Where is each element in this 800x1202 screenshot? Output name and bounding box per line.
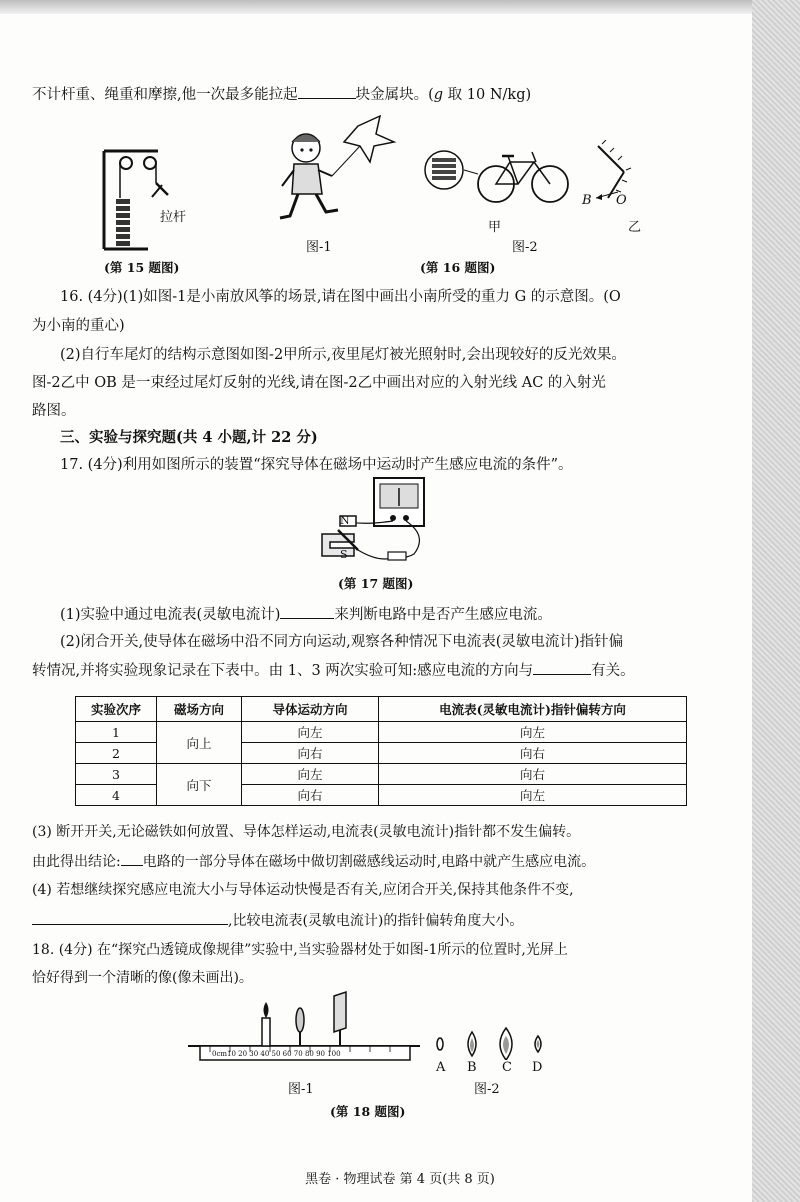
q17-magnet-s: S bbox=[340, 548, 348, 561]
table-cell: 向上 bbox=[157, 722, 242, 764]
q17-part1-blank bbox=[280, 604, 334, 619]
q16-jia-label: 甲 bbox=[488, 220, 502, 235]
q16-line-4: 图-2乙中 OB 是一束经过尾灯反射的光线,请在图-2乙中画出对应的入射光线 AC 的入射光 bbox=[32, 375, 606, 391]
section3-title: 三、实验与探究题(共 4 小题,计 22 分) bbox=[60, 429, 318, 446]
q17-part4-line1: (4) 若想继续探究感应电流大小与导体运动快慢是否有关,应闭合开关,保持其他条件不变, bbox=[32, 882, 574, 898]
q18-fig1-label: 图-1 bbox=[288, 1082, 314, 1097]
q16-fig1-label: 图-1 bbox=[306, 240, 332, 255]
q16-line-5: 路图。 bbox=[32, 403, 76, 419]
table-header-row bbox=[76, 697, 687, 722]
table-cell: 向左 bbox=[379, 722, 687, 743]
option-b-image bbox=[468, 1032, 476, 1056]
q18-image-options-figure bbox=[430, 1026, 560, 1060]
scan-top-edge bbox=[0, 0, 752, 14]
q15-text-line: 不计杆重、绳重和摩擦,他一次最多能拉起 块金属块。(g 取 10 N/kg) bbox=[32, 84, 531, 105]
table-cell: 向右 bbox=[242, 743, 379, 764]
q18-line-2: 恰好得到一个清晰的像(像未画出)。 bbox=[32, 970, 253, 986]
table-cell: 向左 bbox=[242, 764, 379, 785]
q15-answer-blank bbox=[298, 84, 356, 99]
table-header-cell: 电流表(灵敏电流计)指针偏转方向 bbox=[379, 697, 687, 722]
q16-line-2: 为小南的重心) bbox=[32, 318, 125, 334]
q16-point-b: B bbox=[582, 193, 592, 208]
q17-intro: 17. (4分)利用如图所示的装置“探究导体在磁场中运动时产生感应电流的条件”。 bbox=[60, 457, 573, 473]
q17-part1: (1)实验中通过电流表(灵敏电流计) 来判断电路中是否产生感应电流。 bbox=[60, 604, 552, 625]
q17-part3-blank bbox=[121, 851, 143, 866]
option-c-image bbox=[500, 1028, 512, 1060]
table-cell: 向右 bbox=[242, 785, 379, 806]
q16-line-3: (2)自行车尾灯的结构示意图如图-2甲所示,夜里尾灯被光照射时,会出现较好的反光效果。 bbox=[60, 347, 626, 363]
q17-magnet-n: N bbox=[340, 514, 350, 527]
table-row bbox=[76, 764, 687, 785]
q16-bicycle-figure bbox=[424, 140, 574, 216]
table-cell: 向右 bbox=[379, 764, 687, 785]
q16-point-o: O bbox=[616, 193, 627, 208]
table-row bbox=[76, 722, 687, 743]
table-header-cell: 导体运动方向 bbox=[242, 697, 379, 722]
table-cell: 3 bbox=[76, 764, 157, 785]
table-cell: 向右 bbox=[379, 743, 687, 764]
q16-fig2-label: 图-2 bbox=[512, 240, 538, 255]
q18-line-1: 18. (4分) 在“探究凸透镜成像规律”实验中,当实验器材处于如图-1所示的位置时,光屏上 bbox=[32, 942, 568, 958]
q18-option-b: B bbox=[467, 1060, 477, 1075]
q17-part2-line1: (2)闭合开关,使导体在磁场中沿不同方向运动,观察各种情况下电流表(灵敏电流计)指针偏 bbox=[60, 634, 624, 650]
q17-part2-line2: 转情况,并将实验现象记录在下表中。由 1、3 两次实验可知:感应电流的方向与 有关。 bbox=[32, 660, 635, 681]
table-cell: 向左 bbox=[379, 785, 687, 806]
q18-option-c: C bbox=[502, 1060, 512, 1075]
table-header-cell: 实验次序 bbox=[76, 697, 157, 722]
q17-experiment-table bbox=[75, 696, 687, 806]
q16-line-1: 16. (4分)(1)如图-1是小南放风筝的场景,请在图中画出小南所受的重力 G 的示意图。(O bbox=[60, 289, 621, 305]
q17-part4-blank bbox=[32, 910, 228, 925]
option-d-image bbox=[535, 1036, 541, 1052]
q17-part3-line1: (3) 断开开关,无论磁铁如何放置、导体怎样运动,电流表(灵敏电流计)指针都不发生偏转。 bbox=[32, 824, 581, 840]
q18-caption: (第 18 题图) bbox=[330, 1104, 406, 1119]
table-cell: 1 bbox=[76, 722, 157, 743]
q15-lever-label: 拉杆 bbox=[160, 210, 187, 225]
q15-pulley-figure bbox=[96, 143, 196, 253]
q17-part4-line2: ,比较电流表(灵敏电流计)的指针偏转角度大小。 bbox=[32, 910, 523, 931]
q17-part3-line2: 由此得出结论: 电路的一部分导体在磁场中做切割磁感线运动时,电路中就产生感应电流。 bbox=[32, 851, 595, 872]
q16-caption: (第 16 题图) bbox=[420, 260, 496, 275]
table-cell: 向左 bbox=[242, 722, 379, 743]
table-cell: 向下 bbox=[157, 764, 242, 806]
q16-kite-child-figure bbox=[272, 112, 404, 230]
q17-caption: (第 17 题图) bbox=[338, 576, 414, 591]
page-footer: 黑卷 · 物理试卷 第 4 页(共 8 页) bbox=[305, 1172, 495, 1187]
table-cell: 4 bbox=[76, 785, 157, 806]
q17-apparatus-figure bbox=[318, 476, 448, 572]
q16-yi-label: 乙 bbox=[628, 220, 642, 235]
q15-caption: (第 15 题图) bbox=[104, 260, 180, 275]
q18-option-d: D bbox=[532, 1060, 543, 1075]
q18-option-a: A bbox=[436, 1060, 446, 1075]
option-a-image bbox=[437, 1038, 443, 1050]
q17-part2-blank bbox=[533, 660, 591, 675]
table-header-cell: 磁场方向 bbox=[157, 697, 242, 722]
q18-ruler-scale: 0cm10 20 30 40 50 60 70 80 90 100 bbox=[212, 1050, 341, 1058]
scan-right-margin bbox=[752, 0, 800, 1202]
table-cell: 2 bbox=[76, 743, 157, 764]
q18-fig2-label: 图-2 bbox=[474, 1082, 500, 1097]
